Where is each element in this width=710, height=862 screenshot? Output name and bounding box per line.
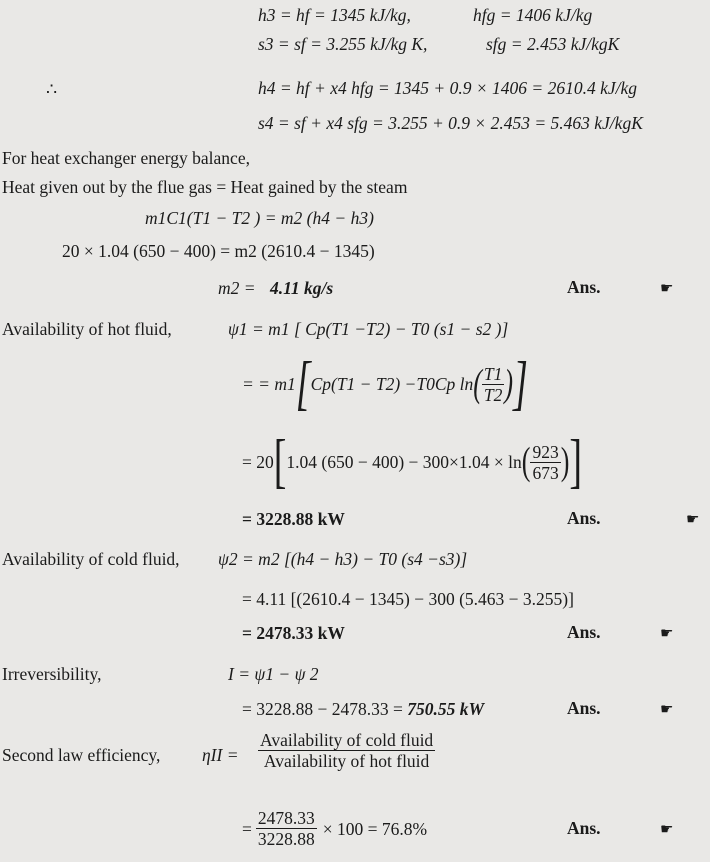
fraction-numerator: 923 [532, 441, 559, 462]
h4-line: h4 = hf + x4 hfg = 1345 + 0.9 × 1406 = 2610.4 kJ/kg [258, 78, 638, 98]
pointing-hand-icon: ☛ [686, 512, 700, 528]
avail-cold-numeric: = 4.11 [(2610.4 − 1345) − 300 (5.463 − 3.255)] [242, 589, 574, 609]
therefore-symbol: ∴ [46, 79, 58, 99]
pointing-hand-icon: ☛ [660, 702, 674, 718]
irreversibility-numeric: = 3228.88 − 2478.33 = 750.55 kW [242, 699, 485, 719]
m2-label: m2 = [218, 278, 256, 298]
avail-hot-expanded: = = m1 [ Cp(T1 − T2) −T0Cp ln ( $\frac{T1}{T2}$ ) ] [242, 350, 528, 418]
efficiency-denominator: Availability of hot fluid [263, 751, 430, 771]
efficiency-numerator: Availability of cold fluid [260, 730, 434, 750]
efficiency-symbol: ηII = [202, 745, 239, 765]
equation-2: 20 × 1.04 (650 − 400) = m2 (2610.4 − 1345) [62, 241, 375, 261]
s4-line: s4 = sf + x4 sfg = 3.255 + 0.9 × 2.453 = 5.463 kJ/kgK [258, 113, 643, 133]
avail-hot-expand-prefix: = = m1 [242, 374, 296, 394]
avail-hot-result: = 3228.88 kW [242, 509, 345, 529]
efficiency-calc-tail: × 100 = 76.8% [322, 818, 428, 839]
avail-hot-formula: ψ1 = m1 [ Cp(T1 −T2) − T0 (s1 − s2 )] [228, 319, 509, 339]
avail-hot-label: Availability of hot fluid, [2, 319, 172, 339]
answer-marker: Ans. [567, 277, 601, 297]
h3-line: h3 = hf = 1345 kJ/kg, [258, 5, 411, 25]
answer-marker: Ans. [567, 622, 601, 642]
fraction-numerator: T1 [483, 363, 503, 384]
efficiency-calc-numerator: 2478.33 [257, 808, 315, 828]
avail-cold-formula: ψ2 = m2 [(h4 − h3) − T0 (s4 −s3)] [218, 549, 468, 569]
avail-hot-num-body: 1.04 (650 − 400) − 300×1.04 × ln [286, 452, 522, 472]
irreversibility-label: Irreversibility, [2, 664, 102, 684]
fraction-denominator: 673 [532, 462, 559, 483]
s3-line: s3 = sf = 3.255 kJ/kg K, [258, 34, 428, 54]
fraction-denominator: T2 [483, 384, 503, 405]
avail-cold-label: Availability of cold fluid, [2, 549, 180, 569]
irreversibility-formula: I = ψ1 − ψ 2 [228, 664, 319, 684]
avail-hot-num-prefix: = 20 [242, 452, 274, 472]
equation-1: m1C1(T1 − T2 ) = m2 (h4 − h3) [145, 208, 374, 228]
energy-balance-text: For heat exchanger energy balance, [2, 148, 250, 168]
m2-value: 4.11 kg/s [270, 278, 334, 298]
answer-marker: Ans. [567, 698, 601, 718]
pointing-hand-icon: ☛ [660, 626, 674, 642]
efficiency-label: Second law efficiency, [2, 745, 161, 765]
answer-marker: Ans. [567, 508, 601, 528]
hfg-line: hfg = 1406 kJ/kg [473, 5, 593, 25]
pointing-hand-icon: ☛ [660, 281, 674, 297]
pointing-hand-icon: ☛ [660, 822, 674, 838]
sfg-line: sfg = 2.453 kJ/kgK [486, 34, 620, 54]
avail-hot-numeric: = 20 [ 1.04 (650 − 400) − 300×1.04 × ln ( $\frac{923}{673}$ ) ] [242, 428, 583, 496]
answer-marker: Ans. [567, 818, 601, 838]
avail-hot-expand-body: Cp(T1 − T2) −T0Cp ln [310, 374, 474, 394]
heat-balance-text: Heat given out by the flue gas = Heat gained by the steam [2, 177, 408, 197]
avail-cold-result: = 2478.33 kW [242, 623, 345, 643]
efficiency-calculation: = $\frac{2478.33}{3228.88}$ × 100 = 76.8% [242, 808, 428, 849]
efficiency-calc-denominator: 3228.88 [257, 829, 315, 849]
irreversibility-result: 750.55 kW [407, 699, 485, 719]
